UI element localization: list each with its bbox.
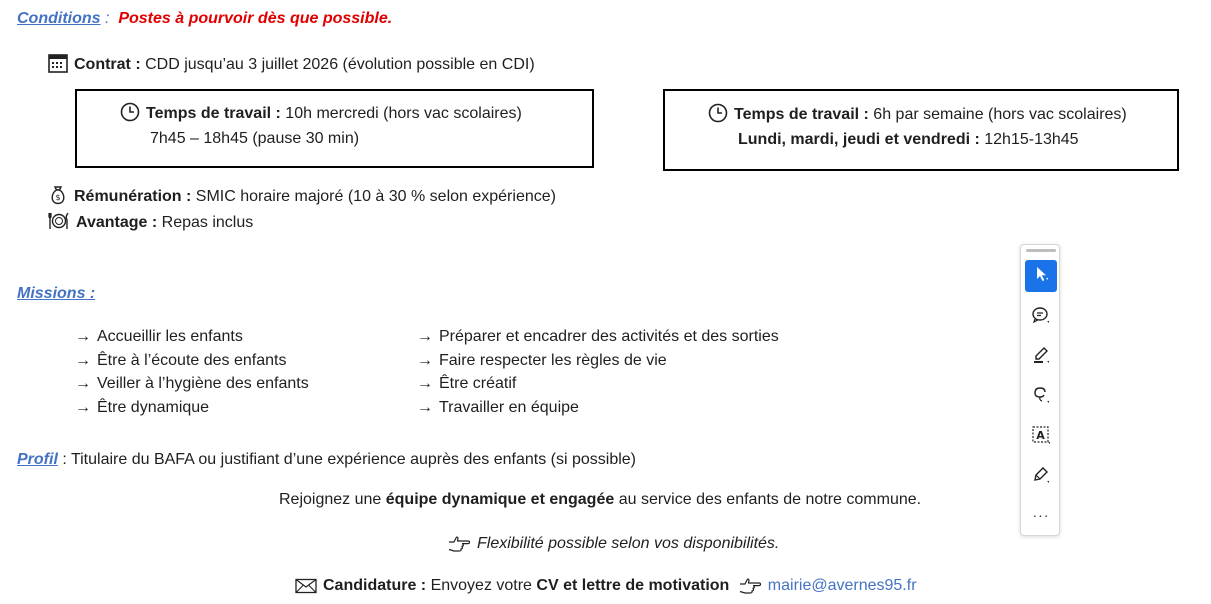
comment-tool-button[interactable] [1025,301,1057,333]
envelope-icon [295,578,317,599]
join-line [279,491,921,509]
list-item [417,349,779,373]
flex-line [447,534,779,557]
flex-text: Flexibilité possible selon vos disponibilités. [477,535,780,552]
schedule-right-days: Lundi, mardi, jeudi et vendredi : [738,131,980,148]
join-bold: équipe dynamique et engagée [385,491,615,508]
arrow-icon: → [417,375,433,393]
arrow-icon: → [75,375,91,393]
profile-text: : Titulaire du BAFA ou justifiant d’une expérience auprès des enfants (si possible) [57,451,636,468]
schedule-box-left [75,89,594,168]
arrow-icon: → [417,328,433,345]
pointing-hand-icon [738,576,762,599]
mission-text: Faire respecter les règles de vie [439,351,667,369]
toolbar-drag-handle[interactable] [1026,249,1056,252]
text-box-icon [1031,425,1051,450]
highlight-pen-icon [1031,345,1051,370]
mission-text: Accueillir les enfants [97,328,243,345]
clock-icon [120,102,140,127]
sign-pen-icon [1031,465,1051,490]
arrow-icon: → [417,399,433,417]
conditions-heading: Conditions [17,10,101,27]
schedule-right-hours: 12h15-13h45 [979,131,1079,148]
mission-text: Veiller à l’hygiène des enfants [97,375,309,393]
missions-list-left [75,325,309,420]
list-item [75,396,309,420]
schedule-left-line2: 7h45 – 18h45 (pause 30 min) [150,130,360,147]
schedule-box-right [663,89,1179,171]
mission-text: Être à l’écoute des enfants [97,351,287,369]
list-item [417,396,779,420]
schedule-left-line1 [120,102,522,127]
schedule-right-line2 [738,131,1079,149]
contract-line [48,53,535,78]
more-tools-button[interactable]: ··· [1032,507,1050,523]
mission-text: Être dynamique [97,399,210,417]
annotation-toolbar [1020,244,1060,536]
apply-label: Candidature : [323,577,427,594]
highlight-tool-button[interactable] [1025,341,1057,373]
conditions-line [17,10,392,28]
svg-text:$: $ [55,193,61,202]
profile-line [17,451,636,469]
join-prefix: Rejoignez une [279,491,386,508]
missions-heading-text: Missions : [17,285,96,302]
arrow-icon: → [75,351,91,369]
schedule-right-line1 [708,103,1127,128]
missions-heading [17,285,95,303]
arrow-icon: → [75,328,91,345]
text-box-tool-button[interactable] [1025,421,1057,453]
money-bag-icon [48,185,68,210]
pointing-hand-icon [447,534,471,557]
join-suffix: au service des enfants de notre commune. [614,491,922,508]
profile-heading: Profil [17,451,58,468]
missions-list-right [417,325,779,420]
contract-label: Contrat : [74,56,141,73]
list-item [417,325,779,349]
apply-bold: CV et lettre de motivation [536,577,730,594]
calendar-icon [48,53,68,78]
plate-icon [48,211,70,236]
advantage-line [48,211,253,236]
schedule-right-value: 6h par semaine (hors vac scolaires) [868,106,1127,123]
draw-tool-button[interactable] [1025,381,1057,413]
contract-value: CDD jusqu’au 3 juillet 2026 (évolution possible en CDI) [140,56,535,73]
schedule-right-label: Temps de travail : [734,106,869,123]
schedule-left-label: Temps de travail : [146,105,281,122]
mission-text: Préparer et encadrer des activités et des sorties [439,328,779,345]
conditions-highlight: Postes à pourvoir dès que possible. [118,10,393,27]
select-cursor-icon [1032,265,1050,288]
arrow-icon: → [417,351,433,369]
list-item [75,349,309,373]
list-item [417,372,779,396]
remuneration-label: Rémunération : [74,188,192,205]
remuneration-value: SMIC horaire majoré (10 à 30 % selon expérience) [191,188,556,205]
mission-text: Travailler en équipe [439,399,579,417]
schedule-left-value: 10h mercredi (hors vac scolaires) [280,105,522,122]
list-item [75,372,309,396]
remuneration-line [48,185,556,210]
mission-text: Être créatif [439,375,517,393]
arrow-icon: → [75,399,91,417]
draw-lasso-icon [1031,385,1051,410]
advantage-value: Repas inclus [157,214,254,231]
apply-line [295,576,917,599]
apply-text: Envoyez votre [426,577,537,594]
comment-icon [1031,305,1051,330]
conditions-colon: : [100,10,110,27]
advantage-label: Avantage : [76,214,158,231]
email-link[interactable]: mairie@avernes95.fr [767,577,917,594]
select-tool-button[interactable] [1025,260,1057,292]
sign-tool-button[interactable] [1025,461,1057,493]
clock-icon [708,103,728,128]
svg-text:A: A [1036,428,1045,442]
list-item [75,325,309,349]
